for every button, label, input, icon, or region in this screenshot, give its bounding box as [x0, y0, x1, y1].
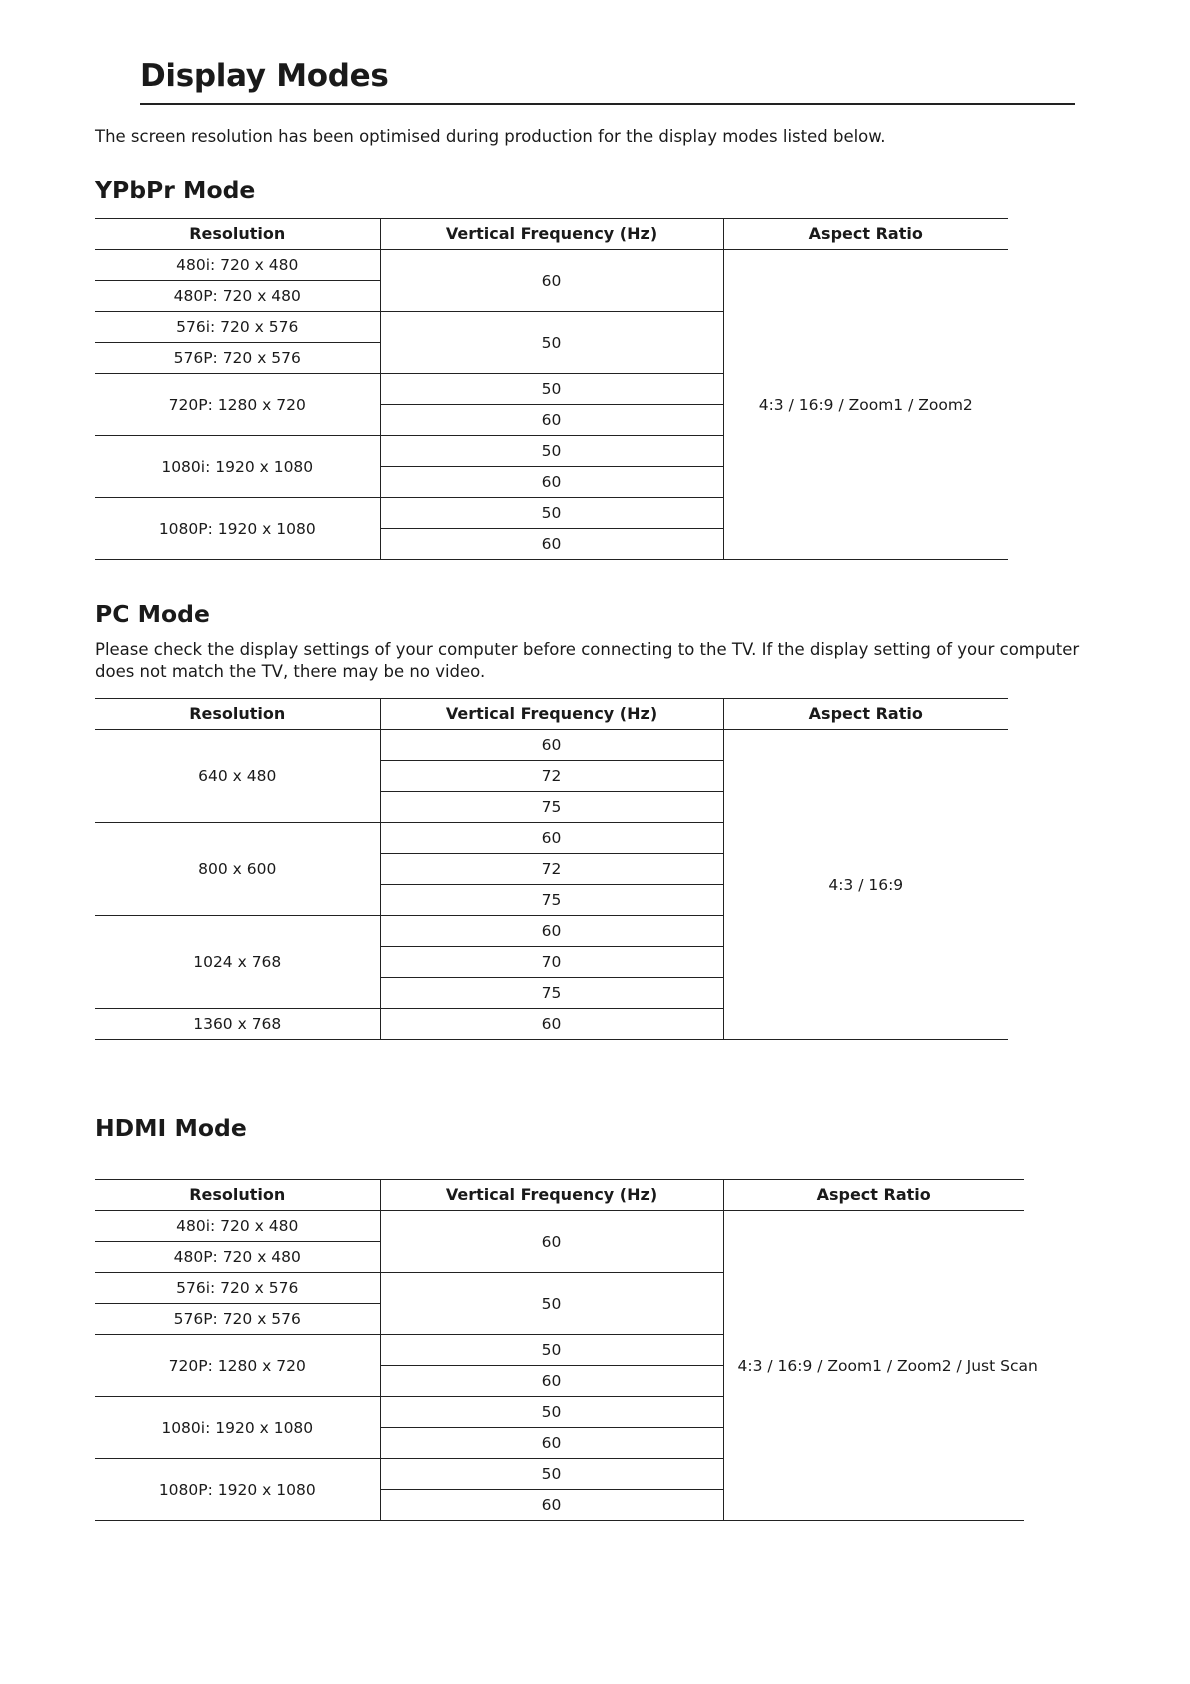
aspect-ratio-cell: 4:3 / 16:9 [723, 730, 1008, 1040]
table-row [95, 250, 1008, 281]
aspect-header: Aspect Ratio [723, 699, 1008, 730]
resolution-cell: 576P: 720 x 576 [95, 343, 380, 374]
resolution-cell: 1080P: 1920 x 1080 [95, 1459, 380, 1521]
aspect-ratio-cell [723, 1211, 1038, 1521]
table-row [95, 730, 1008, 761]
table-header-row [95, 1180, 1024, 1211]
resolution-cell: 1080P: 1920 x 1080 [95, 498, 380, 560]
hdmi-mode-table [95, 1179, 1038, 1521]
table-header-row [95, 699, 1008, 730]
table-header-row [95, 219, 1008, 250]
frequency-cell: 60 [380, 529, 723, 560]
resolution-cell: 480i: 720 x 480 [95, 1211, 380, 1242]
resolution-cell: 480P: 720 x 480 [95, 281, 380, 312]
frequency-cell: 70 [380, 947, 723, 978]
resolution-cell: 720P: 1280 x 720 [95, 1335, 380, 1397]
pc-description: Please check the display settings of your computer before connecting to the TV. If the display setting of your computer does not match the TV, there may be no video. [95, 640, 1080, 681]
aspect-ratio-text: 4:3 / 16:9 / Zoom1 / Zoom2 / Just Scan [737, 1356, 1038, 1375]
frequency-cell: 50 [380, 1397, 723, 1428]
resolution-cell: 576i: 720 x 576 [95, 312, 380, 343]
resolution-cell: 1080i: 1920 x 1080 [95, 1397, 380, 1459]
resolution-header: Resolution [95, 1180, 380, 1211]
resolution-cell: 576P: 720 x 576 [95, 1304, 380, 1335]
resolution-cell: 640 x 480 [95, 730, 380, 823]
resolution-cell: 480P: 720 x 480 [95, 1242, 380, 1273]
frequency-cell: 72 [380, 761, 723, 792]
aspect-ratio-cell: 4:3 / 16:9 / Zoom1 / Zoom2 [723, 250, 1008, 560]
frequency-cell: 75 [380, 885, 723, 916]
frequency-cell: 75 [380, 792, 723, 823]
frequency-cell: 60 [380, 730, 723, 761]
resolution-cell: 1024 x 768 [95, 916, 380, 1009]
frequency-cell: 50 [380, 374, 723, 405]
resolution-cell: 720P: 1280 x 720 [95, 374, 380, 436]
ypbpr-mode-table [95, 218, 1008, 560]
frequency-cell: 50 [380, 436, 723, 467]
hdmi-heading: HDMI Mode [95, 1114, 247, 1142]
frequency-cell: 50 [380, 312, 723, 374]
intro-text: The screen resolution has been optimised during production for the display modes listed below. [95, 127, 886, 146]
resolution-header: Resolution [95, 219, 380, 250]
page-title: Display Modes [140, 58, 389, 94]
frequency-cell: 60 [380, 1490, 723, 1521]
title-underline [140, 103, 1075, 105]
frequency-cell: 60 [380, 1009, 723, 1040]
frequency-cell: 50 [380, 1273, 723, 1335]
frequency-cell: 50 [380, 1335, 723, 1366]
resolution-cell: 480i: 720 x 480 [95, 250, 380, 281]
frequency-cell: 60 [380, 823, 723, 854]
frequency-header: Vertical Frequency (Hz) [380, 699, 723, 730]
frequency-cell: 72 [380, 854, 723, 885]
frequency-cell: 60 [380, 405, 723, 436]
frequency-cell: 50 [380, 498, 723, 529]
resolution-cell: 576i: 720 x 576 [95, 1273, 380, 1304]
aspect-header: Aspect Ratio [723, 1180, 1024, 1211]
resolution-cell: 1080i: 1920 x 1080 [95, 436, 380, 498]
resolution-cell: 800 x 600 [95, 823, 380, 916]
table-row [95, 1211, 1024, 1242]
frequency-cell: 60 [380, 1211, 723, 1273]
aspect-header: Aspect Ratio [723, 219, 1008, 250]
frequency-cell: 60 [380, 250, 723, 312]
frequency-cell: 60 [380, 1366, 723, 1397]
frequency-header: Vertical Frequency (Hz) [380, 219, 723, 250]
frequency-cell: 50 [380, 1459, 723, 1490]
frequency-cell: 60 [380, 467, 723, 498]
pc-mode-table [95, 698, 1008, 1040]
ypbpr-heading: YPbPr Mode [95, 176, 256, 204]
frequency-cell: 75 [380, 978, 723, 1009]
frequency-header: Vertical Frequency (Hz) [380, 1180, 723, 1211]
frequency-cell: 60 [380, 1428, 723, 1459]
frequency-cell: 60 [380, 916, 723, 947]
resolution-header: Resolution [95, 699, 380, 730]
resolution-cell: 1360 x 768 [95, 1009, 380, 1040]
pc-heading: PC Mode [95, 600, 210, 628]
